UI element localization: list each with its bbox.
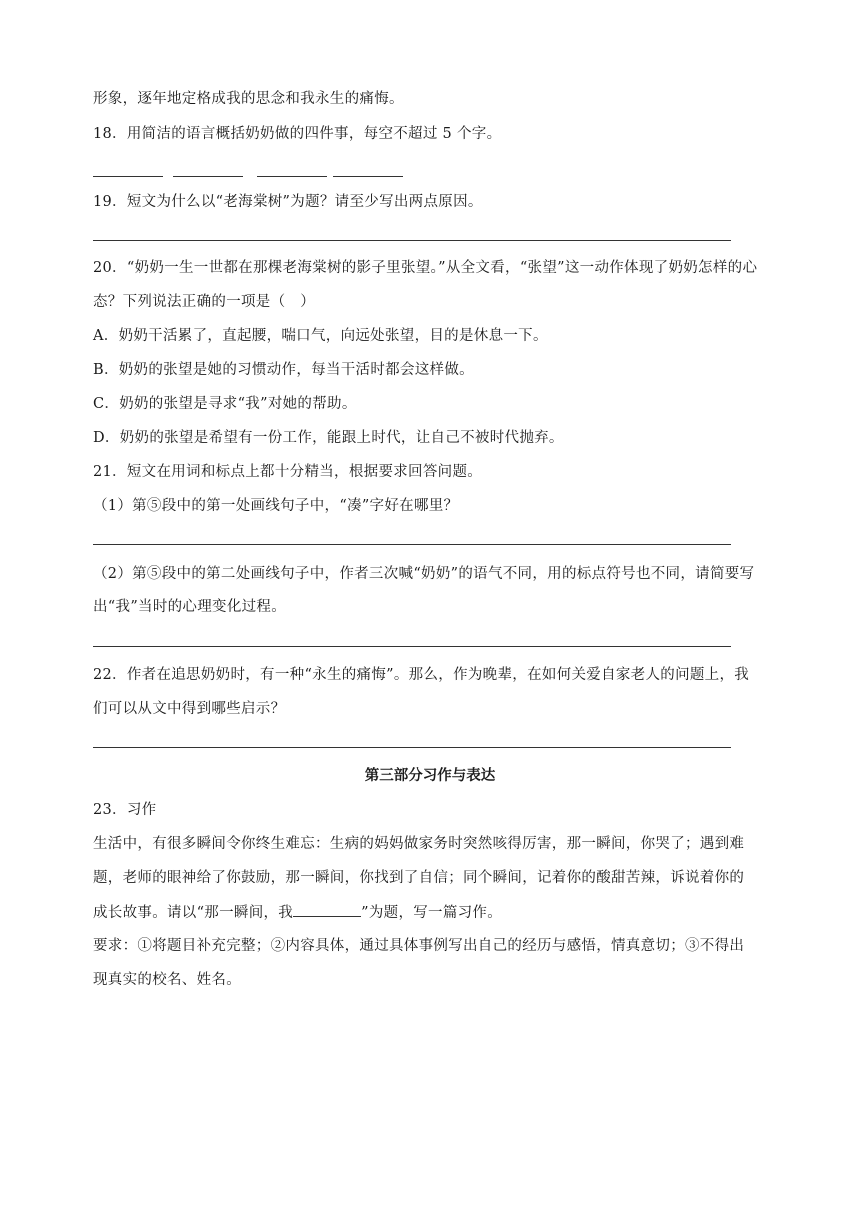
question-22-line-2: 们可以从文中得到哪些启示？ — [93, 701, 286, 717]
answer-blank-18-2[interactable] — [173, 176, 243, 177]
question-19: 19．短文为什么以“老海棠树”为题？请至少写出两点原因。 — [93, 194, 483, 210]
question-21-part-2-line-2: 出“我”当时的心理变化过程。 — [93, 599, 287, 615]
paragraph-continuation: 形象，逐年地定格成我的思念和我永生的痛悔。 — [93, 91, 404, 107]
essay-prompt-line-3-end: ”为题，写一篇习作。 — [361, 905, 503, 921]
answer-blank-18-1[interactable] — [93, 176, 163, 177]
answer-line-21-1[interactable] — [93, 544, 731, 545]
essay-prompt-line-3-start: 成长故事。请以“那一瞬间，我 — [93, 905, 294, 921]
essay-requirements-line-2: 现真实的校名、姓名。 — [93, 972, 241, 988]
answer-line-21-2[interactable] — [93, 646, 731, 647]
essay-prompt-line-3 — [93, 902, 502, 923]
question-18: 18．用简洁的语言概括奶奶做的四件事，每空不超过 5 个字。 — [93, 126, 502, 142]
question-21: 21．短文在用词和标点上都十分精当，根据要求回答问题。 — [93, 464, 483, 480]
question-21-part-2-line-1: （2）第⑤段中的第二处画线句子中，作者三次喊“奶奶”的语气不同，用的标点符号也不同，请简要写 — [93, 566, 755, 582]
section-title: 第三部分习作与表达 — [364, 768, 496, 784]
option-20-b: B．奶奶的张望是她的习惯动作，每当干活时都会这样做。 — [93, 362, 474, 378]
question-20-line-2: 态？下列说法正确的一项是（ ） — [93, 294, 315, 310]
essay-prompt-line-2: 题，老师的眼神给了你鼓励，那一瞬间，你找到了自信；同个瞬间，记着你的酸甜苦辣，诉说着你的 — [93, 870, 745, 886]
question-21-part-1: （1）第⑤段中的第一处画线句子中，“凑”字好在哪里？ — [93, 498, 459, 514]
question-23: 23．习作 — [93, 802, 157, 818]
option-20-d: D．奶奶的张望是希望有一份工作，能跟上时代，让自己不被时代抛弃。 — [93, 430, 564, 446]
essay-prompt-line-1: 生活中，有很多瞬间令你终生难忘：生病的妈妈做家务时突然咳得厉害，那一瞬间，你哭了；遇到难 — [93, 836, 745, 852]
question-20-line-1: 20．“奶奶一生一世都在那棵老海棠树的影子里张望。”从全文看，“张望”这一动作体现了奶奶怎样的心 — [93, 260, 758, 276]
answer-line-22[interactable] — [93, 747, 731, 748]
answer-blank-18-3[interactable] — [257, 176, 327, 177]
title-fill-blank[interactable] — [293, 902, 361, 917]
answer-line-19[interactable] — [93, 240, 731, 241]
question-22-line-1: 22．作者在追思奶奶时，有一种“永生的痛悔”。那么，作为晚辈，在如何关爱自家老人的问题上，我 — [93, 667, 750, 683]
essay-requirements-line-1: 要求：①将题目补充完整；②内容具体，通过具体事例写出自己的经历与感悟，情真意切；③不得出 — [93, 938, 745, 954]
option-20-c: C．奶奶的张望是寻求“我”对她的帮助。 — [93, 396, 357, 412]
answer-blank-18-4[interactable] — [333, 176, 403, 177]
option-20-a: A．奶奶干活累了，直起腰，喘口气，向远处张望，目的是休息一下。 — [93, 328, 548, 344]
